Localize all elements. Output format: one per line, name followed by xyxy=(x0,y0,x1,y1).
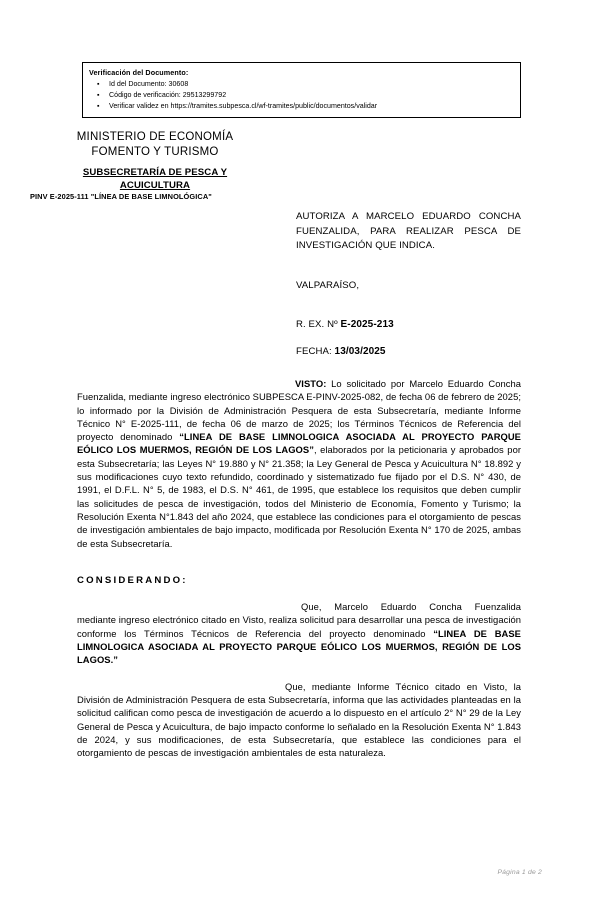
considerando-paragraph-1 xyxy=(77,600,521,666)
verification-item-label: Código de verificación: 29513299792 xyxy=(109,91,227,99)
considerando-1-text: Que, Marcelo Eduardo Concha Fuenzalida mediante ingreso electrónico citado en Visto, realiza solicitud para desarrollar una pesca de investigación conforme los Términos Técnicos de Referencia del proyecto denominado xyxy=(77,601,521,639)
bullet-icon: ▪ xyxy=(97,81,100,88)
ministry-line-1: MINISTERIO DE ECONOMÍA xyxy=(76,131,234,143)
document-body xyxy=(77,377,521,772)
bullet-icon: ▪ xyxy=(97,103,100,110)
verification-item-document-id xyxy=(97,79,520,90)
ministry-line-2: FOMENTO Y TURISMO xyxy=(91,146,219,158)
resolution-number-line xyxy=(296,319,521,330)
resolution-place: VALPARAÍSO, xyxy=(296,279,360,291)
verification-item-label: Verificar validez en https://tramites.subpesca.cl/wf-tramites/public/documentos/validar xyxy=(109,102,378,110)
document-verification-box xyxy=(82,62,521,118)
bullet-icon: ▪ xyxy=(97,92,100,99)
project-code-line: PINV E-2025-111 "LÍNEA DE BASE LIMNOLÓGICA" xyxy=(30,192,212,201)
verification-title: Verificación del Documento: xyxy=(89,68,189,77)
considerando-2-text: Que, mediante Informe Técnico citado en Visto, la División de Administración Pesquera de esta Subsecretaría, informa que las actividades planteadas en la solicitud califican como pesca de investigación de acuerdo a lo dispuesto en el artículo 2° N° 29 de la Ley General de Pesca y Acuicultura, de bajo impacto conforme lo señalado en la Resolución Exenta N° 1.843 de 2024, y sus modificaciones, de esta Subsecretaría, que establece las condiciones para el otorgamiento de pescas de investigación ambientales de esta naturaleza. xyxy=(77,680,521,759)
resolution-number-label: R. EX. Nº xyxy=(296,318,341,330)
visto-text-part-1: Lo solicitado por Marcelo Eduardo Concha Fuenzalida, mediante ingreso electrónico SUBPESCA E-PINV-2025-082, de fecha 06 de febrero de 2025; lo informado por la División de Administración Pesquera de esta Subsecretaría, mediante Informe Técnico N° E-2025-111, de fecha 06 de marzo de 2025; los Términos Técnicos de Referencia del proyecto denominado xyxy=(77,378,521,443)
verification-item-code xyxy=(97,90,520,101)
verification-item-url xyxy=(97,101,520,112)
visto-paragraph xyxy=(77,377,521,550)
letterhead xyxy=(30,130,280,192)
subsecretaria-line-2: ACUICULTURA xyxy=(119,179,191,191)
visto-project-name: “LINEA DE BASE LIMNOLOGICA ASOCIADA AL PROYECTO PARQUE EÓLICO LOS MUERMOS, REGIÓN DE LOS LAGOS” xyxy=(77,431,521,456)
verification-list xyxy=(83,79,520,112)
resolution-number-value: E-2025-213 xyxy=(340,318,394,330)
considerando-paragraph-2 xyxy=(77,680,521,760)
ministry-name xyxy=(30,130,280,160)
body-spacer xyxy=(77,563,521,574)
resolution-date-label: FECHA: xyxy=(296,345,335,357)
visto-text-part-2: , elaborados por la peticionaria y aprobados por esta Subsecretaría; las Leyes N° 19.880 y N° 21.358; la Ley General de Pesca y Acuicultura N° 18.892 y sus modificaciones cuyo texto refundido, coordinado y sistematizado fue fijado por el D.S. N° 430, de 1991, el D.F.L. N° 5, de 1983, el D.S. N° 461, de 1995, que establece los requisitos que deben cumplir las solicitudes de pesca de investigación, todos del Ministerio de Economía, Fomento y Turismo; la Resolución Exenta N°1.843 del año 2024, que establece las condiciones para el otorgamiento de pescas de investigación ambientales de bajo impacto, modificada por Resolución Exenta N° 170 de 2025, ambas de esta Subsecretaría. xyxy=(77,444,522,549)
considerando-1-project-name: “LINEA DE BASE LIMNOLOGICA ASOCIADA AL PROYECTO PARQUE EÓLICO LOS MUERMOS, REGIÓN DE LOS LAGOS.” xyxy=(77,627,521,666)
page-footer: Página 1 de 2 xyxy=(497,869,542,876)
verification-item-label: Id del Documento: 30608 xyxy=(109,80,189,88)
resolution-date-line xyxy=(296,346,521,357)
considerando-heading: CONSIDERANDO: xyxy=(77,574,188,586)
resolution-subject: AUTORIZA A MARCELO EDUARDO CONCHA FUENZALIDA, PARA REALIZAR PESCA DE INVESTIGACIÓN QUE INDICA. xyxy=(296,211,521,251)
subsecretaria-name xyxy=(30,167,280,192)
visto-label: VISTO: xyxy=(295,378,327,389)
resolution-date-value: 13/03/2025 xyxy=(334,345,386,357)
resolution-heading-block xyxy=(296,210,521,357)
subsecretaria-line-1: SUBSECRETARÍA DE PESCA Y xyxy=(82,167,228,178)
